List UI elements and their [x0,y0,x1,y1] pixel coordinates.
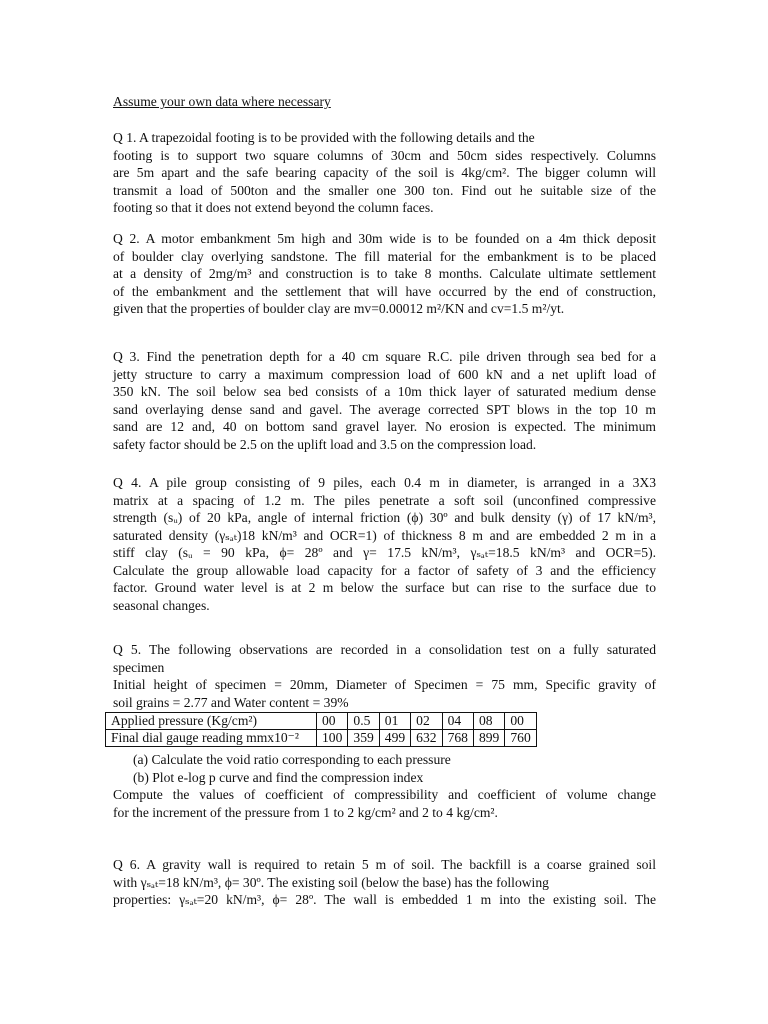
q5-line: soil grains = 2.77 and Water content = 39% [113,694,349,710]
q2-line: Q 2. A motor embankment 5m high and 30m wide is to be founded on a 4m thick deposit [113,231,656,246]
table-row-label: Applied pressure (Kg/cm²) [106,713,317,730]
table-cell: 0.5 [348,713,379,730]
q5-line: Compute the values of coefficient of compressibility and coefficient of volume change [113,787,656,802]
q2-line: given that the properties of boulder clay are mv=0.00012 m²/KN and cv=1.5 m²/yt. [113,301,565,316]
question-4 [113,474,656,614]
table-cell: 00 [505,713,536,730]
q4-line: Calculate the group allowable load capacity for a factor of safety of 3 and the efficiency [113,562,656,578]
list-item: (b) Plot e-log p curve and find the compression index [133,769,424,785]
q4-line: factor. Ground water level is at 2 m below the surface but can rise to the surface due to [113,580,656,595]
list-item: (a) Calculate the void ratio corresponding to each pressure [133,752,451,767]
q3-line: jetty structure to carry a maximum compression load of 600 kN and a net uplift load of [113,366,656,382]
q2-line: of boulder clay overlying sandstone. The fill material for the embankment is to be placed [113,248,656,264]
table-cell: 768 [442,730,473,747]
q4-line: Q 4. A pile group consisting of 9 piles, each 0.4 m in diameter, is arranged in a 3X3 [113,475,656,490]
question-6 [113,856,656,909]
question-3 [113,348,656,453]
page-heading: Assume your own data where necessary [113,94,331,109]
q5-subitems [133,751,451,786]
q3-line: Q 3. Find the penetration depth for a 40 cm square R.C. pile driven through sea bed for a [113,349,656,364]
table-cell: 632 [411,730,442,747]
table-cell: 760 [505,730,536,747]
q5-line: Q 5. The following observations are recorded in a consolidation test on a fully saturated [113,642,656,657]
q4-line: matrix at a spacing of 1.2 m. The piles penetrate a soft soil (unconfined compressive [113,492,656,508]
table-cell: 08 [473,713,504,730]
question-2 [113,230,656,318]
q4-line: seasonal changes. [113,597,210,613]
q1-line: Q 1. A trapezoidal footing is to be provided with the following details and the [113,130,535,145]
q4-line: saturated density (γₛₐₜ)18 kN/m³ and OCR=1) of thickness 8 m and are embedded 2 m in a [113,527,656,543]
q1-line: are 5m apart and the safe bearing capacity of the soil is 4kg/cm². The bigger column will [113,165,656,180]
question-5-outro [113,786,656,821]
question-5 [113,641,656,711]
table-cell: 00 [317,713,348,730]
q3-line: 350 kN. The soil below sea bed consists of a 10m thick layer of saturated medium dense [113,384,656,399]
table-row [106,713,537,730]
q1-line: footing so that it does not extend beyond the column faces. [113,200,434,215]
q5-line: Initial height of specimen = 20mm, Diameter of Specimen = 75 mm, Specific gravity of [113,677,656,692]
q5-line: specimen [113,659,165,675]
q2-line: of the embankment and the settlement that will have occurred by the end of construction, [113,283,656,299]
q6-line: properties: γₛₐₜ=20 kN/m³, ϕ= 28º. The wall is embedded 1 m into the existing soil. The [113,892,656,907]
q4-line: stiff clay (sᵤ = 90 kPa, ϕ= 28º and γ= 17.5 kN/m³, γₛₐₜ=18.5 kN/m³ and OCR=5). [113,545,656,560]
consolidation-table [105,712,537,747]
q1-line: footing is to support two square columns of 30cm and 50cm sides respectively. Columns [113,147,656,163]
table-cell: 499 [379,730,410,747]
q3-line: sand overlaying dense sand and gavel. The average corrected SPT blows in the top 10 m [113,401,656,417]
table-cell: 100 [317,730,348,747]
table-cell: 899 [473,730,504,747]
q6-line: with γₛₐₜ=18 kN/m³, ϕ= 30º. The existing soil (below the base) has the following [113,874,549,890]
q5-line: for the increment of the pressure from 1 to 2 kg/cm² and 2 to 4 kg/cm². [113,804,498,820]
table-cell: 01 [379,713,410,730]
q2-line: at a density of 2mg/m³ and construction is to take 8 months. Calculate ultimate settlement [113,266,656,281]
table-cell: 02 [411,713,442,730]
table-row-label: Final dial gauge reading mmx10⁻² [106,730,317,747]
q1-line: transmit a load of 500ton and the smaller one 300 ton. Find out he suitable size of the [113,182,656,198]
table-cell: 359 [348,730,379,747]
table-row [106,730,537,747]
q4-line: strength (sᵤ) of 20 kPa, angle of internal friction (ϕ) 30º and bulk density (γ) of 17 kN/m³, [113,510,656,525]
question-1 [113,129,656,217]
q6-line: Q 6. A gravity wall is required to retain 5 m of soil. The backfill is a coarse grained soil [113,857,656,872]
q3-line: safety factor should be 2.5 on the uplift load and 3.5 on the compression load. [113,436,537,452]
q3-line: sand are 12 and, 40 on bottom sand gravel layer. No erosion is expected. The minimum [113,419,656,434]
table-cell: 04 [442,713,473,730]
